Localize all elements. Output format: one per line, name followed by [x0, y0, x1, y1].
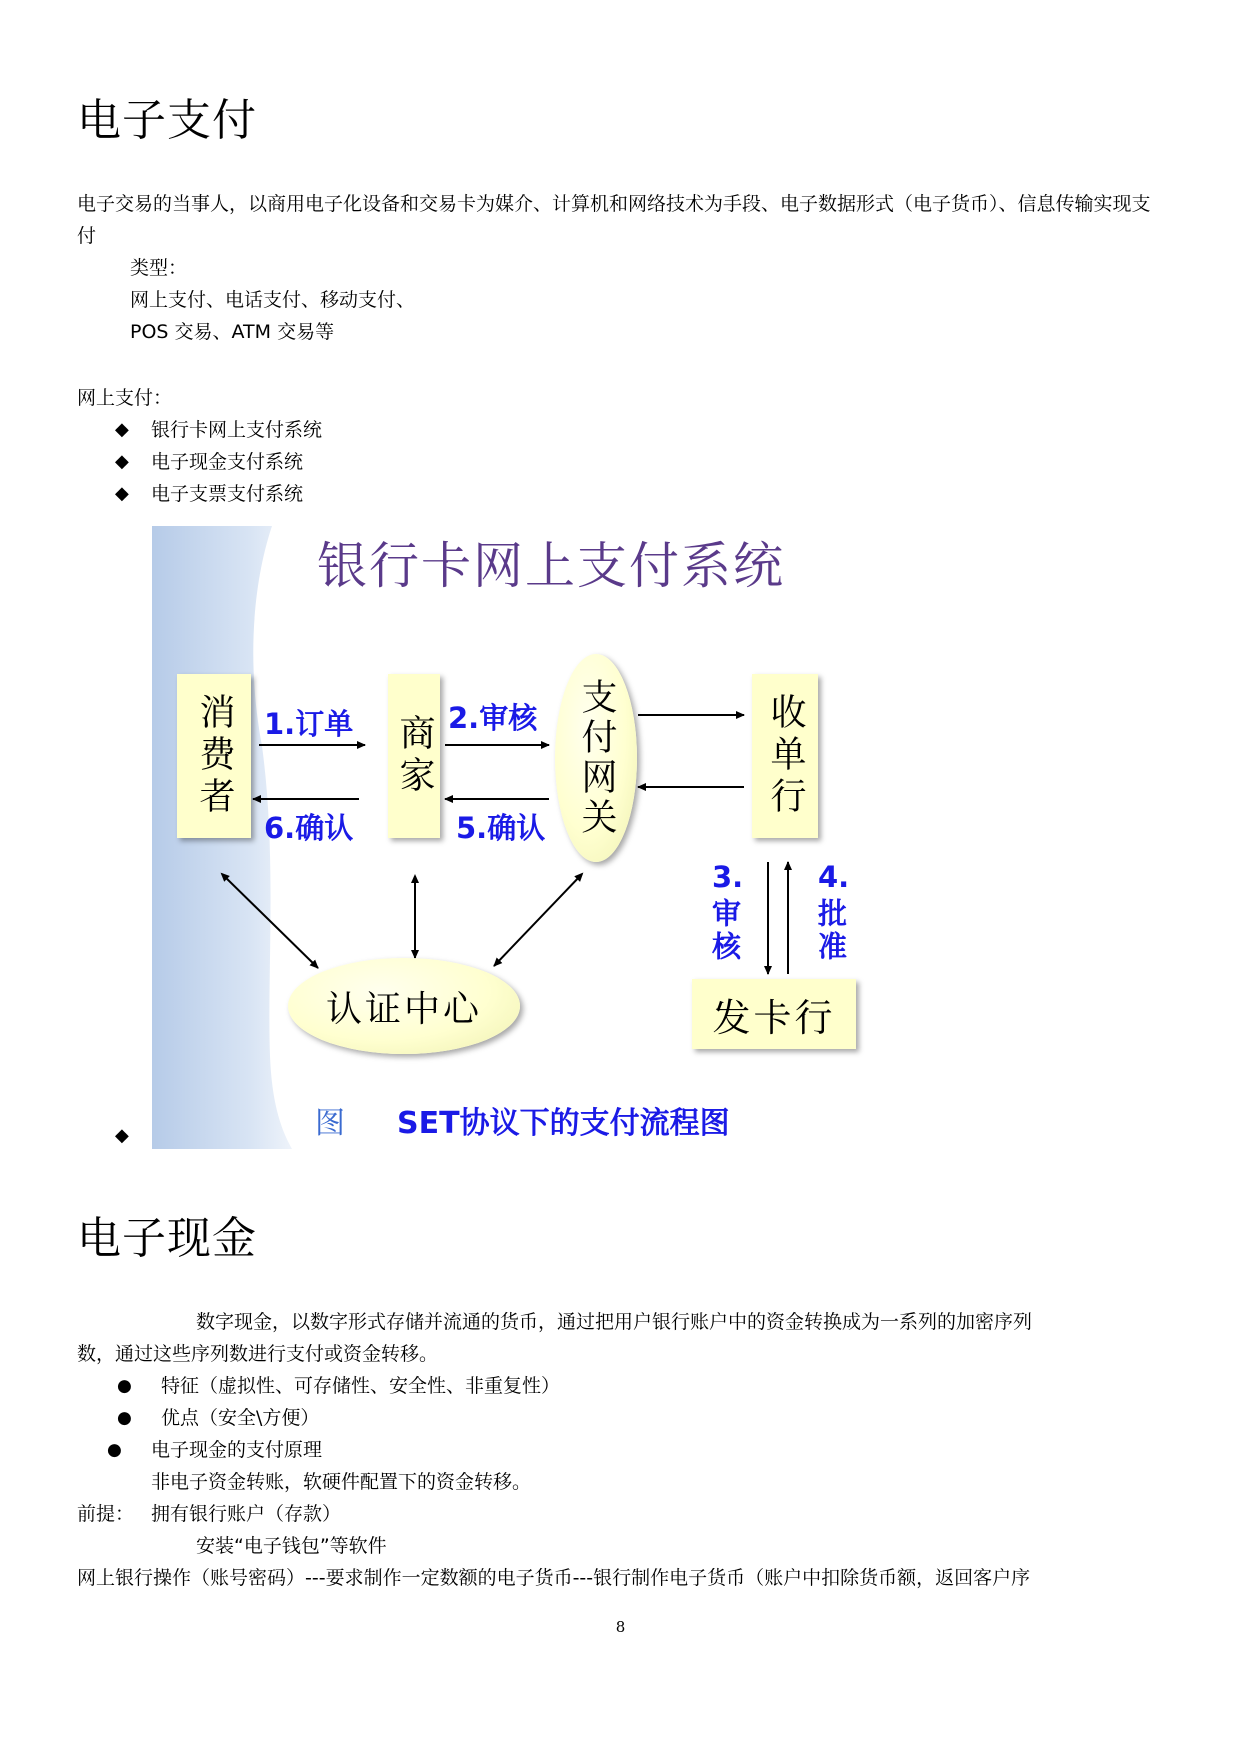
- node-merchant: [388, 674, 440, 838]
- label-step-3-number: 3.: [712, 860, 744, 894]
- figure-caption: SET协议下的支付流程图: [397, 1106, 730, 1141]
- node-consumer: [177, 674, 251, 838]
- label-step-5: 5.确认: [456, 811, 546, 845]
- node-consumer-label: 消费者: [194, 693, 235, 819]
- node-gateway-label: 支付网关: [576, 678, 617, 838]
- label-step-1: 1.订单: [264, 707, 354, 741]
- types-line-2: POS 交易、ATM 交易等: [130, 321, 335, 343]
- label-step-4-text: 批准: [814, 898, 848, 964]
- figure-bullet-icon: ◆: [115, 1125, 129, 1146]
- list-item-bank-card-system: ◆ 银行卡网上支付系统: [151, 414, 322, 446]
- section-title-electronic-payment: 电子支付: [77, 95, 257, 146]
- node-payment-gateway: [555, 654, 637, 862]
- label-step-6: 6.确认: [264, 811, 354, 845]
- principle-text: 非电子资金转账，软硬件配置下的资金转移。: [151, 1471, 532, 1493]
- list-item-advantages: ● 优点（安全\方便）: [161, 1402, 319, 1434]
- list-item-echeck-system: ◆ 电子支票支付系统: [151, 478, 303, 510]
- types-line-1: 网上支付、电话支付、移动支付、: [130, 289, 416, 311]
- node-acquirer: [752, 674, 818, 838]
- node-ca-label: 认证中心: [325, 988, 482, 1030]
- node-merchant-label: 商家: [394, 714, 435, 798]
- label-step-2: 2.审核: [448, 701, 538, 735]
- node-certificate-authority: [288, 958, 520, 1054]
- section-title-electronic-cash: 电子现金: [77, 1213, 257, 1264]
- page-number: 8: [615, 1618, 626, 1636]
- premise-2: 安装“电子钱包”等软件: [196, 1535, 387, 1557]
- types-label: 类型：: [130, 257, 188, 279]
- ecash-paragraph-line-1: 数字现金，以数字形式存储并流通的货币，通过把用户银行账户中的资金转换成为一系列的加密序列: [196, 1311, 1033, 1333]
- figure-caption-prefix: 图: [315, 1106, 345, 1141]
- arrow-gateway-ca: [494, 874, 582, 966]
- intro-paragraph: 电子交易的当事人，以商用电子化设备和交易卡为媒介、计算机和网络技术为手段、电子数据形式（电子货币）、信息传输实现支付: [77, 193, 1151, 247]
- online-payment-label: 网上支付：: [77, 387, 173, 409]
- set-payment-flow-diagram: [152, 526, 912, 1149]
- premise-1: 拥有银行账户（存款）: [151, 1503, 342, 1525]
- label-step-3-text: 审核: [708, 898, 742, 964]
- ecash-paragraph-line-2: 数，通过这些序列数进行支付或资金转移。: [77, 1343, 439, 1365]
- list-item-characteristics: ● 特征（虚拟性、可存储性、安全性、非重复性）: [161, 1370, 560, 1402]
- online-banking-steps: 网上银行操作（账号密码）---要求制作一定数额的电子货币---银行制作电子货币（账户中扣除货币额，返回客户序: [77, 1567, 1031, 1589]
- list-item-ecash-system: ◆ 电子现金支付系统: [151, 446, 303, 478]
- list-item-payment-principle: ● 电子现金的支付原理: [151, 1434, 322, 1466]
- node-acquirer-label: 收单行: [765, 693, 806, 819]
- node-issuer: [692, 979, 856, 1049]
- diagram-title: 银行卡网上支付系统: [317, 537, 785, 595]
- label-step-4-number: 4.: [818, 860, 850, 894]
- premise-label: 前提：: [77, 1503, 135, 1525]
- node-issuer-label: 发卡行: [712, 995, 836, 1040]
